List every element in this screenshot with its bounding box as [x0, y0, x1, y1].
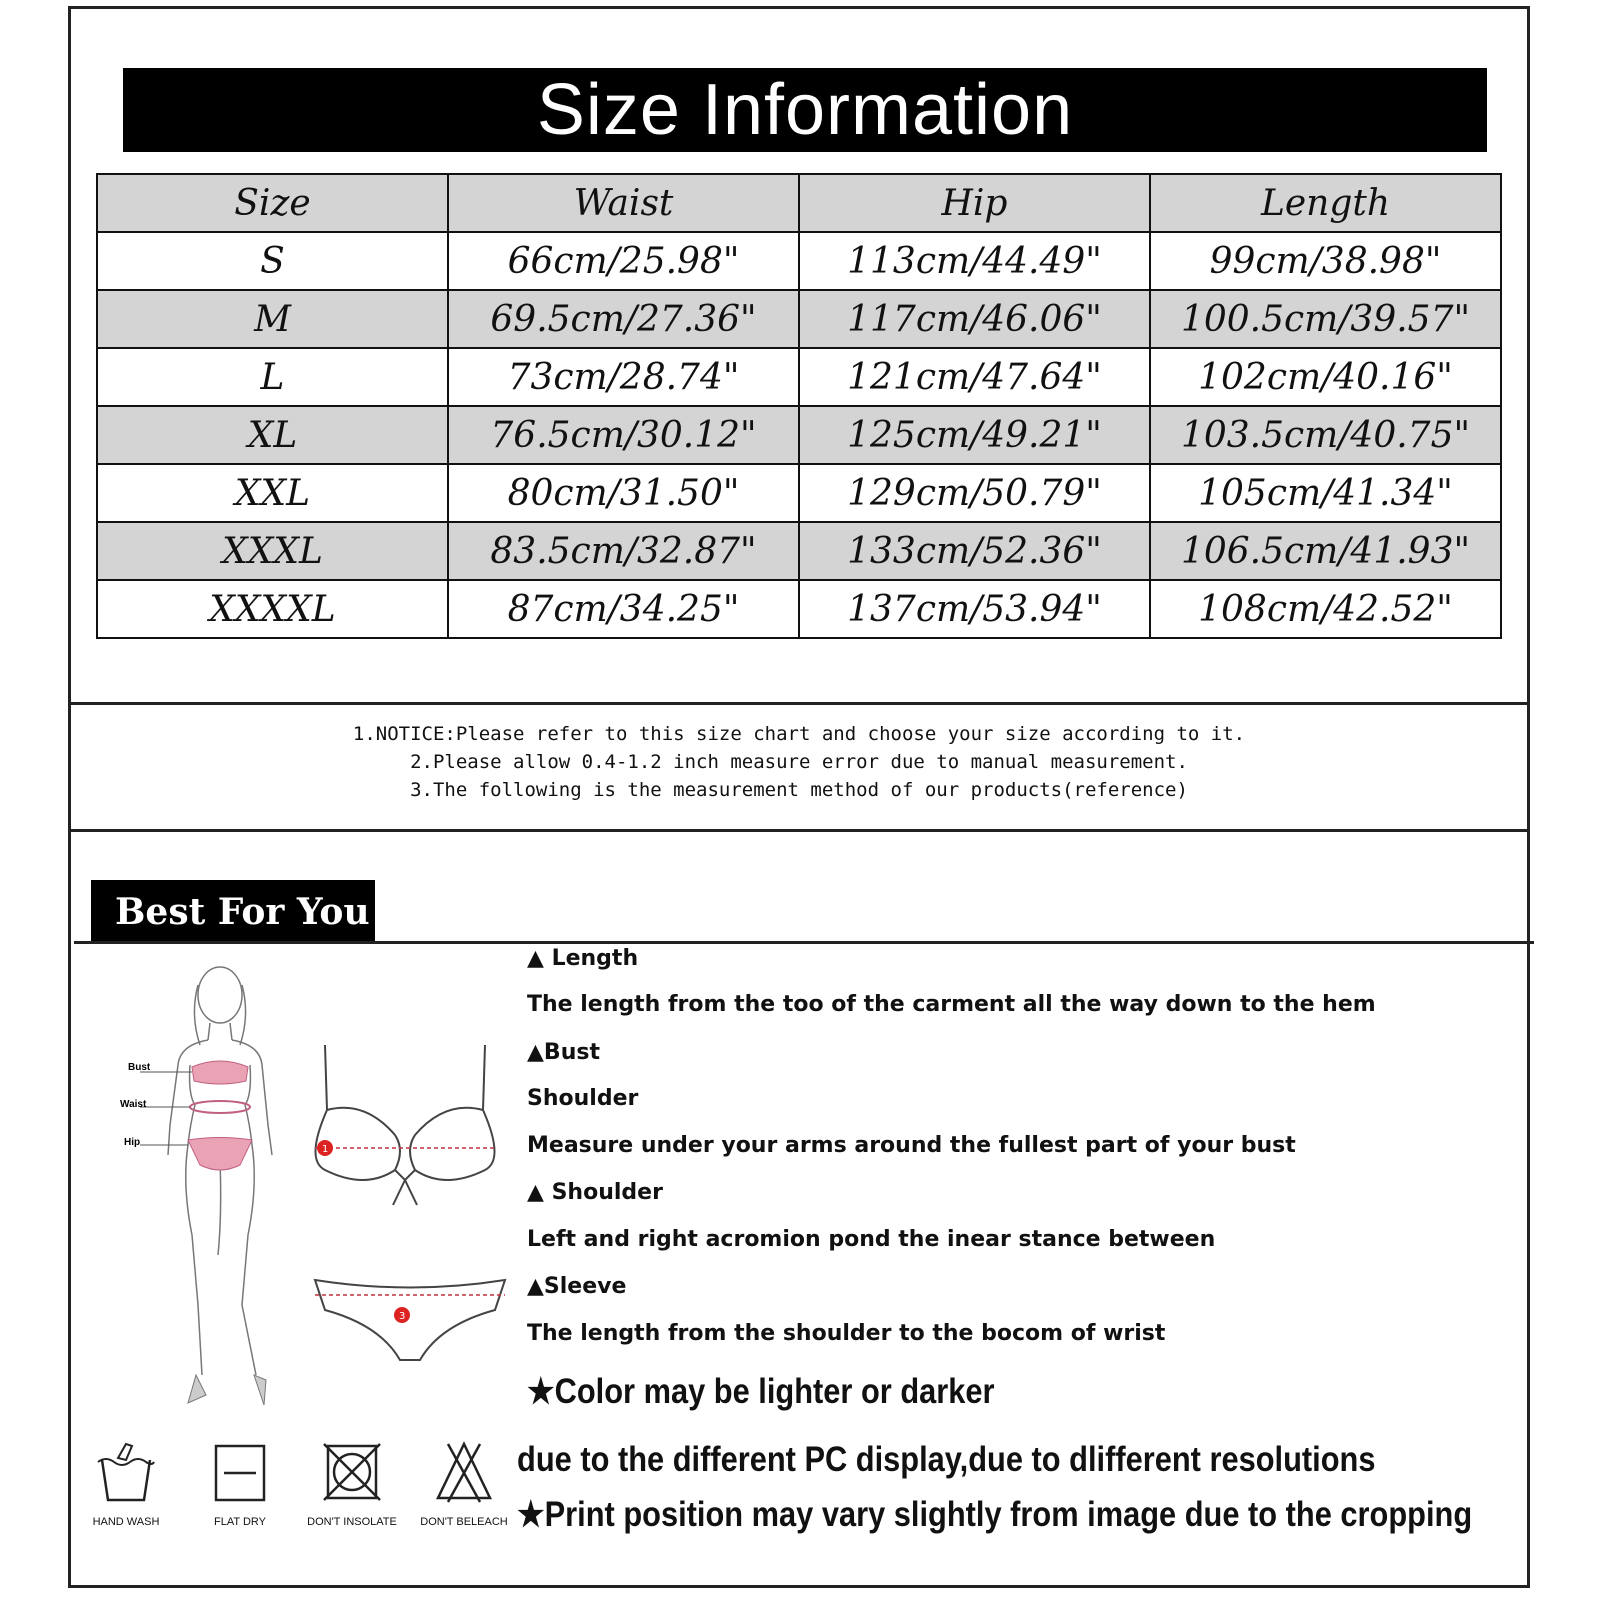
header-size: Size	[97, 174, 448, 232]
print-note: ★Print position may vary slightly from image due to the cropping	[517, 1495, 1473, 1534]
table-row	[97, 406, 1501, 464]
measurement-figure	[110, 955, 310, 1415]
table-cell: S	[97, 232, 448, 290]
briefs-marker: 3	[399, 1311, 406, 1322]
briefs-diagram	[310, 1270, 510, 1370]
table-cell: M	[97, 290, 448, 348]
table-cell: 113cm/44.49"	[799, 232, 1150, 290]
table-cell: 83.5cm/32.87"	[448, 522, 799, 580]
shoulder-title: ▲ Shoulder	[527, 1180, 663, 1205]
hand-wash-icon	[96, 1440, 156, 1504]
page-title: Size Information	[123, 68, 1487, 152]
table-cell: 76.5cm/30.12"	[448, 406, 799, 464]
table-cell: 105cm/41.34"	[1150, 464, 1501, 522]
care-dont-bleach	[414, 1440, 514, 1528]
table-cell: XL	[97, 406, 448, 464]
table-cell: 129cm/50.79"	[799, 464, 1150, 522]
table-row	[97, 522, 1501, 580]
bra-marker: 1	[322, 1144, 329, 1155]
figure-label-bust: Bust	[128, 1062, 151, 1073]
notice-line-1: 1.NOTICE:Please refer to this size chart and choose your size according to it.	[352, 723, 1246, 745]
length-title: ▲ Length	[527, 946, 639, 971]
table-row	[97, 290, 1501, 348]
header-length: Length	[1150, 174, 1501, 232]
table-cell: 125cm/49.21"	[799, 406, 1150, 464]
best-for-you-rule	[74, 941, 1534, 944]
table-cell: 66cm/25.98"	[448, 232, 799, 290]
bust-title: ▲Bust	[527, 1040, 600, 1065]
shoulder-desc: Left and right acromion pond the inear stance between	[527, 1227, 1216, 1252]
care-dont-insolate	[302, 1440, 402, 1528]
table-cell: 121cm/47.64"	[799, 348, 1150, 406]
color-note-line-1: ★Color may be lighter or darker	[527, 1372, 995, 1411]
color-note-line-2: due to the different PC display,due to dlifferent resolutions	[517, 1440, 1376, 1479]
bra-diagram	[305, 1040, 505, 1220]
table-cell: 103.5cm/40.75"	[1150, 406, 1501, 464]
table-cell: 117cm/46.06"	[799, 290, 1150, 348]
table-row	[97, 580, 1501, 638]
table-cell: 137cm/53.94"	[799, 580, 1150, 638]
header-hip: Hip	[799, 174, 1150, 232]
table-cell: 80cm/31.50"	[448, 464, 799, 522]
length-desc: The length from the too of the carment all the way down to the hem	[527, 992, 1376, 1017]
sleeve-title: ▲Sleeve	[527, 1274, 627, 1299]
size-table	[96, 173, 1502, 639]
sleeve-desc: The length from the shoulder to the bocom of wrist	[527, 1321, 1166, 1346]
header-waist: Waist	[448, 174, 799, 232]
table-row	[97, 348, 1501, 406]
dont-bleach-icon	[434, 1440, 494, 1504]
table-cell: 106.5cm/41.93"	[1150, 522, 1501, 580]
table-cell: 102cm/40.16"	[1150, 348, 1501, 406]
notice-line-2: 2.Please allow 0.4-1.2 inch measure error due to manual measurement.	[410, 751, 1188, 773]
table-cell: L	[97, 348, 448, 406]
table-header-row	[97, 174, 1501, 232]
table-row	[97, 232, 1501, 290]
shoulder-word: Shoulder	[527, 1086, 639, 1111]
dont-insolate-icon	[320, 1440, 384, 1504]
table-cell: XXL	[97, 464, 448, 522]
care-label-flat-dry: FLAT DRY	[214, 1516, 266, 1528]
care-label-dont-bleach: DON'T BELEACH	[420, 1516, 508, 1528]
notice-line-3: 3.The following is the measurement method of our products(reference)	[410, 779, 1188, 801]
table-cell: 87cm/34.25"	[448, 580, 799, 638]
care-flat-dry	[190, 1440, 290, 1528]
notice-block	[68, 720, 1530, 804]
flat-dry-icon	[210, 1440, 270, 1504]
table-row	[97, 464, 1501, 522]
care-label-hand-wash: HAND WASH	[92, 1516, 160, 1528]
figure-label-waist: Waist	[120, 1099, 147, 1110]
table-cell: 99cm/38.98"	[1150, 232, 1501, 290]
divider-bottom	[68, 829, 1530, 832]
care-label-dont-insolate: DON'T INSOLATE	[307, 1516, 397, 1528]
figure-label-hip: Hip	[124, 1137, 141, 1148]
best-for-you-heading: Best For You	[91, 880, 375, 943]
table-cell: 73cm/28.74"	[448, 348, 799, 406]
table-cell: XXXXL	[97, 580, 448, 638]
care-hand-wash	[76, 1440, 176, 1528]
table-cell: 69.5cm/27.36"	[448, 290, 799, 348]
table-cell: XXXL	[97, 522, 448, 580]
table-cell: 100.5cm/39.57"	[1150, 290, 1501, 348]
table-cell: 108cm/42.52"	[1150, 580, 1501, 638]
table-cell: 133cm/52.36"	[799, 522, 1150, 580]
divider-top	[68, 702, 1530, 705]
bust-desc: Measure under your arms around the fullest part of your bust	[527, 1133, 1296, 1158]
